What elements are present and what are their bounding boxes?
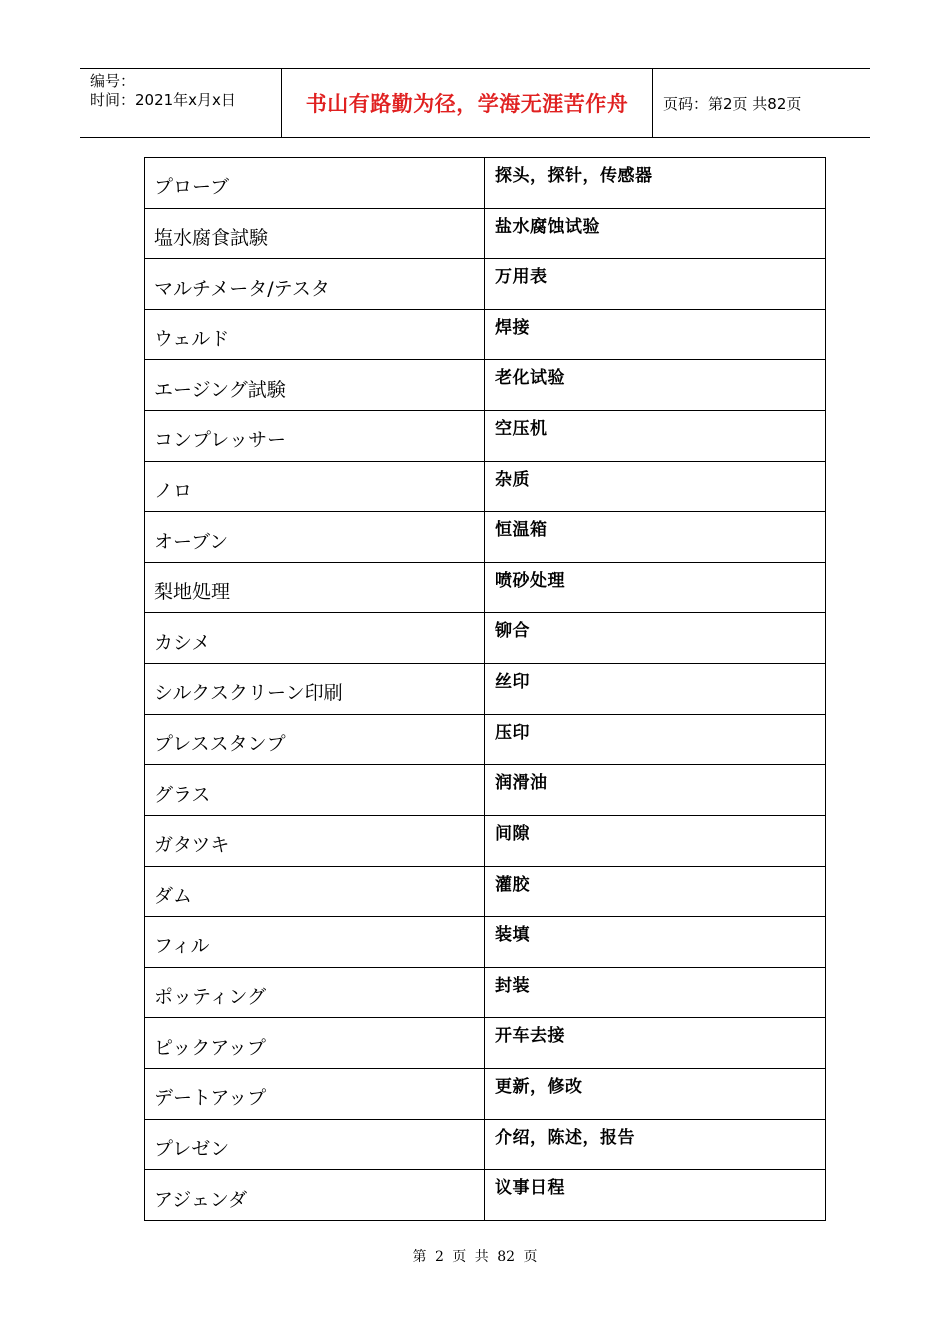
chinese-translation: 焊接 [485, 309, 826, 360]
japanese-term: ダム [145, 866, 485, 917]
chinese-translation: 更新，修改 [485, 1068, 826, 1119]
chinese-translation: 封装 [485, 967, 826, 1018]
chinese-translation: 丝印 [485, 664, 826, 715]
document-header [80, 68, 870, 138]
table-row [145, 562, 826, 613]
table-row [145, 765, 826, 816]
japanese-term: オーブン [145, 512, 485, 563]
chinese-translation: 装填 [485, 917, 826, 968]
table-row [145, 208, 826, 259]
chinese-translation: 议事日程 [485, 1170, 826, 1221]
chinese-translation: 压印 [485, 714, 826, 765]
chinese-translation: 探头，探针，传感器 [485, 158, 826, 209]
japanese-term: カシメ [145, 613, 485, 664]
chinese-translation: 空压机 [485, 411, 826, 462]
table-row [145, 1170, 826, 1221]
table-row [145, 1119, 826, 1170]
table-row [145, 360, 826, 411]
table-row [145, 1018, 826, 1069]
japanese-term: プレススタンプ [145, 714, 485, 765]
japanese-term: アジェンダ [145, 1170, 485, 1221]
table-row [145, 461, 826, 512]
chinese-translation: 开车去接 [485, 1018, 826, 1069]
chinese-translation: 铆合 [485, 613, 826, 664]
japanese-term: ポッティング [145, 967, 485, 1018]
japanese-term: プローブ [145, 158, 485, 209]
chinese-translation: 老化试验 [485, 360, 826, 411]
japanese-term: 梨地処理 [145, 562, 485, 613]
page-footer: 第 2 页 共 82 页 [412, 1249, 538, 1265]
table-row [145, 866, 826, 917]
chinese-translation: 万用表 [485, 259, 826, 310]
table-row [145, 309, 826, 360]
japanese-term: ガタツキ [145, 815, 485, 866]
number-label: 编号： [90, 72, 136, 90]
table-row [145, 158, 826, 209]
vocabulary-table-body [145, 158, 826, 1221]
chinese-translation: 杂质 [485, 461, 826, 512]
table-row [145, 714, 826, 765]
page-info: 页码：第2页 共82页 [663, 94, 802, 113]
japanese-term: シルクスクリーン印刷 [145, 664, 485, 715]
header-meta-cell [80, 69, 282, 137]
table-row [145, 512, 826, 563]
chinese-translation: 恒温箱 [485, 512, 826, 563]
japanese-term: ピックアップ [145, 1018, 485, 1069]
table-row [145, 967, 826, 1018]
header-motto-cell [282, 69, 653, 137]
japanese-term: ノロ [145, 461, 485, 512]
chinese-translation: 介绍，陈述，报告 [485, 1119, 826, 1170]
table-row [145, 613, 826, 664]
japanese-term: フィル [145, 917, 485, 968]
japanese-term: グラス [145, 765, 485, 816]
japanese-term: マルチメータ/テスタ [145, 259, 485, 310]
table-row [145, 259, 826, 310]
japanese-term: ウェルド [145, 309, 485, 360]
table-row [145, 664, 826, 715]
chinese-translation: 间隙 [485, 815, 826, 866]
japanese-term: エージング試験 [145, 360, 485, 411]
header-page-info-cell [653, 69, 870, 137]
table-row [145, 917, 826, 968]
japanese-term: プレゼン [145, 1119, 485, 1170]
chinese-translation: 盐水腐蚀试验 [485, 208, 826, 259]
motto-text: 书山有路勤为径，学海无涯苦作舟 [305, 92, 629, 116]
chinese-translation: 喷砂处理 [485, 562, 826, 613]
japanese-term: コンプレッサー [145, 411, 485, 462]
japanese-term: デートアップ [145, 1068, 485, 1119]
table-row [145, 1068, 826, 1119]
table-row [145, 815, 826, 866]
chinese-translation: 灌胶 [485, 866, 826, 917]
japanese-term: 塩水腐食試験 [145, 208, 485, 259]
time-label: 时间：2021年x月x日 [90, 91, 236, 109]
chinese-translation: 润滑油 [485, 765, 826, 816]
vocabulary-table [144, 157, 826, 1221]
table-row [145, 411, 826, 462]
